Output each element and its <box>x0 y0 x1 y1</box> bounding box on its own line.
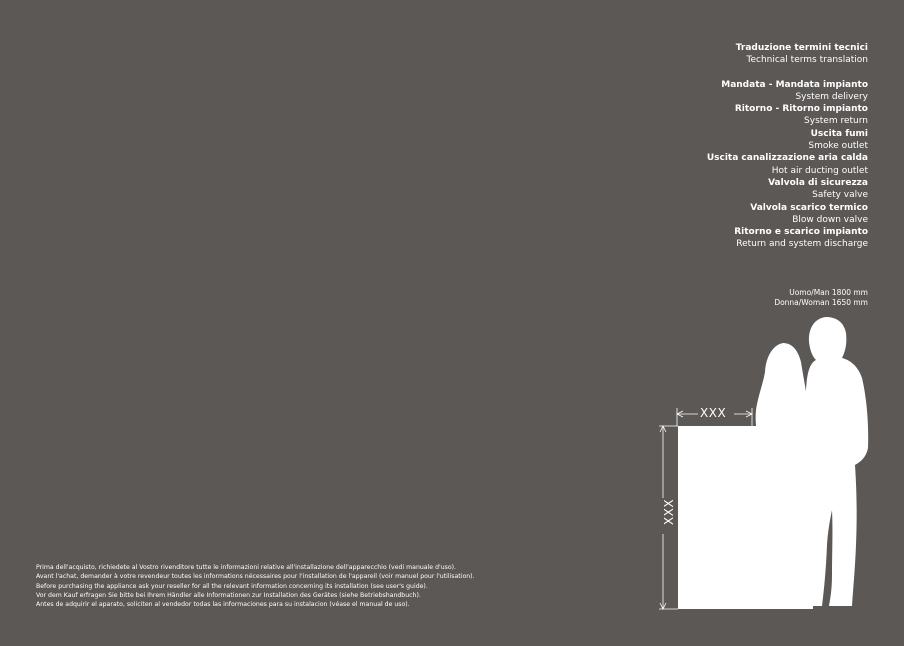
width-dimension-label: XXX <box>700 406 727 420</box>
term-en: Blow down valve <box>792 214 868 225</box>
term-en: System delivery <box>795 91 868 102</box>
term-en: Smoke outlet <box>808 141 868 152</box>
purchase-notice <box>36 563 506 609</box>
term-it: Valvola di sicurezza <box>768 177 868 188</box>
term-it: Uscita canalizzazione aria calda <box>706 153 868 164</box>
terms-title-it: Traduzione termini tecnici <box>735 43 868 53</box>
term-it: Uscita fumi <box>810 128 868 139</box>
term-it: Mandata - Mandata impianto <box>721 79 868 90</box>
term-en: System return <box>804 116 868 127</box>
notice-line-it: Prima dell'acquisto, richiedete al Vostro rivenditore tutte le informazioni relative all'installazione dell'apparecchio (vedi manuale d'uso). <box>36 564 457 571</box>
man-silhouette <box>803 317 868 606</box>
term-en: Safety valve <box>812 190 868 201</box>
man-height: Uomo/Man 1800 mm <box>789 288 868 297</box>
terms-title-en: Technical terms translation <box>746 55 868 66</box>
term-en: Return and system discharge <box>736 239 868 250</box>
term-it: Ritorno - Ritorno impianto <box>734 104 868 115</box>
term-it: Valvola scarico termico <box>750 202 868 213</box>
notice-line-fr: Avant l'achat, demander à votre revendeur toutes les informations nécessaires pour l'installation de l'appareil (voir manuel pour l'utilisation). <box>36 573 475 581</box>
notice-line-es: Antes de adquirir el aparato, soliciten al vendedor todas las informaciones para su instalacion (véase el manual de uso). <box>36 601 410 609</box>
woman-height: Donna/Woman 1650 mm <box>774 298 868 307</box>
notice-line-de: Vor dem Kauf erfragen Sie bitte bei Ihrem Händler alle Informationen zur Installation des Gerätes (siehe Betriebshandbuch). <box>36 591 421 599</box>
term-it: Ritorno e scarico impianto <box>734 227 868 238</box>
notice-line-en: Before purchasing the appliance ask your reseller for all the relevant information concerning its installation (see user's guide). <box>36 582 428 590</box>
height-dimension-label: XXX <box>662 498 677 526</box>
term-en: Hot air ducting outlet <box>771 165 868 176</box>
